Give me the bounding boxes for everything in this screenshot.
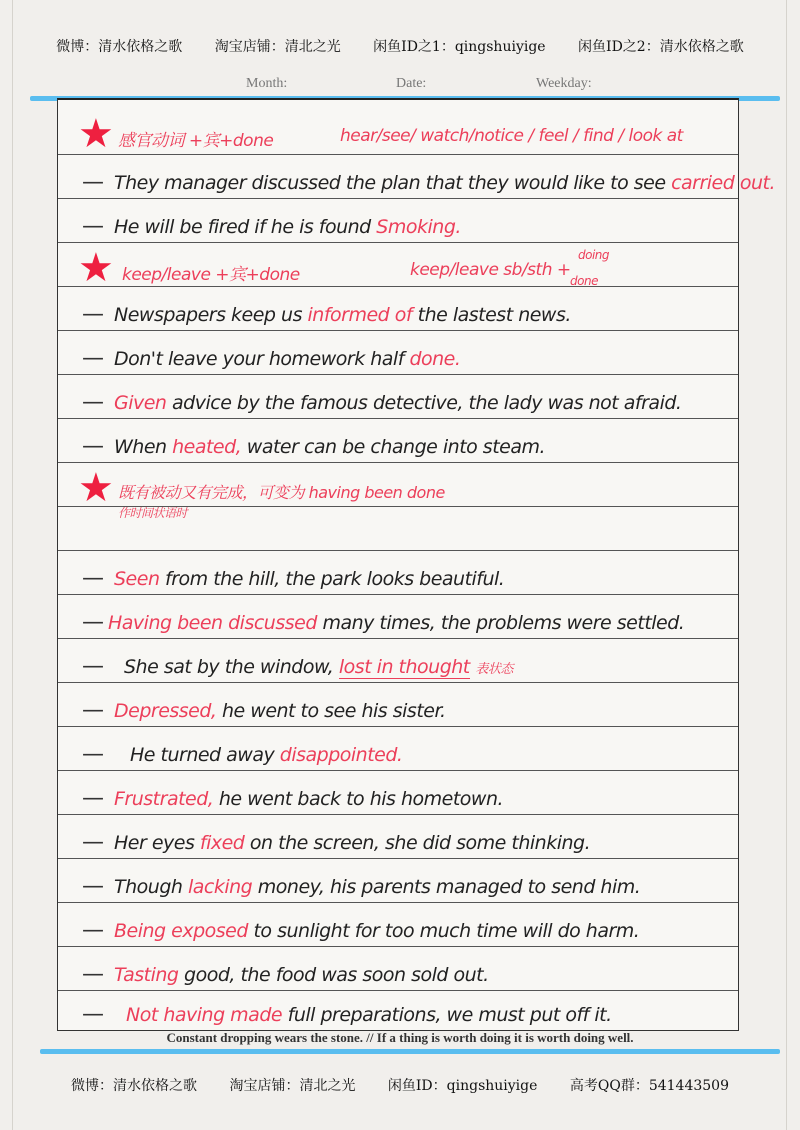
sentence-row <box>58 202 738 246</box>
rule-2-note-bottom: done <box>570 274 598 288</box>
banner-taobao: 淘宝店铺：清北之光 <box>214 39 341 55</box>
dash-bullet-icon: — <box>82 390 104 415</box>
sentence-text: Frustrated, he went back to his hometown. <box>114 788 504 810</box>
dash-bullet-icon: — <box>82 786 104 811</box>
sentence-row <box>58 774 738 818</box>
notebook-page <box>57 98 775 1031</box>
banner-xianyu-1: 闲鱼ID之1：qingshuiyige <box>373 39 546 55</box>
sentence-row <box>58 862 738 906</box>
sentence-row <box>58 990 738 1034</box>
sentence-row <box>58 290 738 334</box>
banner-xianyu: 闲鱼ID：qingshuiyige <box>387 1078 538 1094</box>
rule-2-note-top: doing <box>578 248 610 262</box>
dash-bullet-icon: — <box>82 698 104 723</box>
ruled-line <box>58 550 738 551</box>
banner-taobao: 淘宝店铺：清北之光 <box>229 1078 356 1094</box>
star-icon: ★ <box>78 465 114 511</box>
star-icon: ★ <box>78 111 114 157</box>
dash-bullet-icon: — <box>82 830 104 855</box>
sentence-text: When heated, water can be change into steam. <box>114 436 546 458</box>
rule-3-note: 作时间状语时 <box>118 506 188 520</box>
month-label: Month: <box>246 76 288 91</box>
rule-1-verbs: hear/see/ watch/notice / feel / find / look at <box>340 126 683 146</box>
dash-bullet-icon: — <box>82 566 104 591</box>
sentence-row <box>58 818 738 862</box>
dash-bullet-icon: — <box>82 742 104 767</box>
dash-bullet-icon: — <box>82 302 104 327</box>
dash-bullet-icon: — <box>82 874 104 899</box>
rule-1-title: 感官动词 +宾+done <box>118 131 274 151</box>
sentence-text: Having been discussed many times, the problems were settled. <box>108 612 685 634</box>
banner-weibo: 微博：清水依格之歌 <box>56 39 183 55</box>
sentence-text: Her eyes fixed on the screen, she did some thinking. <box>114 832 591 854</box>
sentence-row <box>58 422 738 466</box>
sentence-text: He will be fired if he is found Smoking. <box>114 216 461 238</box>
dash-bullet-icon: — <box>82 346 104 371</box>
dash-bullet-icon: — <box>82 170 104 195</box>
dash-bullet-icon: — <box>82 1002 104 1027</box>
sentence-text: Being exposed to sunlight for too much time will do harm. <box>114 920 640 942</box>
sentence-row <box>58 906 738 950</box>
page-margin-right <box>786 0 787 1130</box>
dash-bullet-icon: — <box>82 654 104 679</box>
banner-xianyu-2: 闲鱼ID之2：清水依格之歌 <box>578 39 744 55</box>
rule-row-1 <box>58 112 738 156</box>
sentence-row <box>58 686 738 730</box>
sentence-text: Seen from the hill, the park looks beautiful. <box>114 568 505 590</box>
rule-3-title: 既有被动又有完成，可变为 having been done <box>118 483 445 502</box>
dash-bullet-icon: — <box>82 962 104 987</box>
sentence-row <box>58 642 738 686</box>
bottom-banner <box>0 1075 800 1095</box>
sentence-text: Not having made full preparations, we must put off it. <box>126 1004 612 1026</box>
dash-bullet-icon: — <box>82 918 104 943</box>
weekday-label: Weekday: <box>536 76 592 91</box>
sentence-row <box>58 950 738 994</box>
blue-highlight-bottom <box>40 1049 780 1054</box>
sentence-text: Though lacking money, his parents managed to send him. <box>114 876 641 898</box>
dash-bullet-icon: — <box>82 610 104 635</box>
dash-bullet-icon: — <box>82 214 104 239</box>
date-label: Date: <box>396 76 427 91</box>
sentence-text: They manager discussed the plan that they would like to see carried out. <box>114 172 775 194</box>
sentence-text: Don't leave your homework half done. <box>114 348 461 370</box>
sentence-row <box>58 334 738 378</box>
sentence-text: Newspapers keep us informed of the lastest news. <box>114 304 571 326</box>
sentence-text: She sat by the window, lost in thought 表状态 <box>124 656 513 678</box>
footer-motto: Constant dropping wears the stone. // If a thing is worth doing it is worth doing well. <box>166 1030 634 1045</box>
sentence-row <box>58 598 738 642</box>
page-margin-left <box>12 0 13 1130</box>
rule-row-3 <box>58 466 738 526</box>
banner-weibo: 微博：清水依格之歌 <box>71 1078 197 1094</box>
rule-2-title: keep/leave +宾+done <box>122 265 300 285</box>
top-banner <box>0 36 800 56</box>
sentence-text: Given advice by the famous detective, the lady was not afraid. <box>114 392 682 414</box>
rule-row-2 <box>58 246 738 290</box>
banner-qq: 高考QQ群：541443509 <box>569 1078 729 1094</box>
sentence-row <box>58 378 738 422</box>
dash-bullet-icon: — <box>82 434 104 459</box>
sentence-row <box>58 158 775 202</box>
sentence-row <box>58 554 738 598</box>
star-icon: ★ <box>78 245 114 291</box>
sentence-text: Tasting good, the food was soon sold out. <box>114 964 489 986</box>
sentence-text: He turned away disappointed. <box>130 744 403 766</box>
sentence-text: Depressed, he went to see his sister. <box>114 700 446 722</box>
rule-2-verbs: keep/leave sb/sth + <box>410 260 571 280</box>
sentence-row <box>58 730 738 774</box>
